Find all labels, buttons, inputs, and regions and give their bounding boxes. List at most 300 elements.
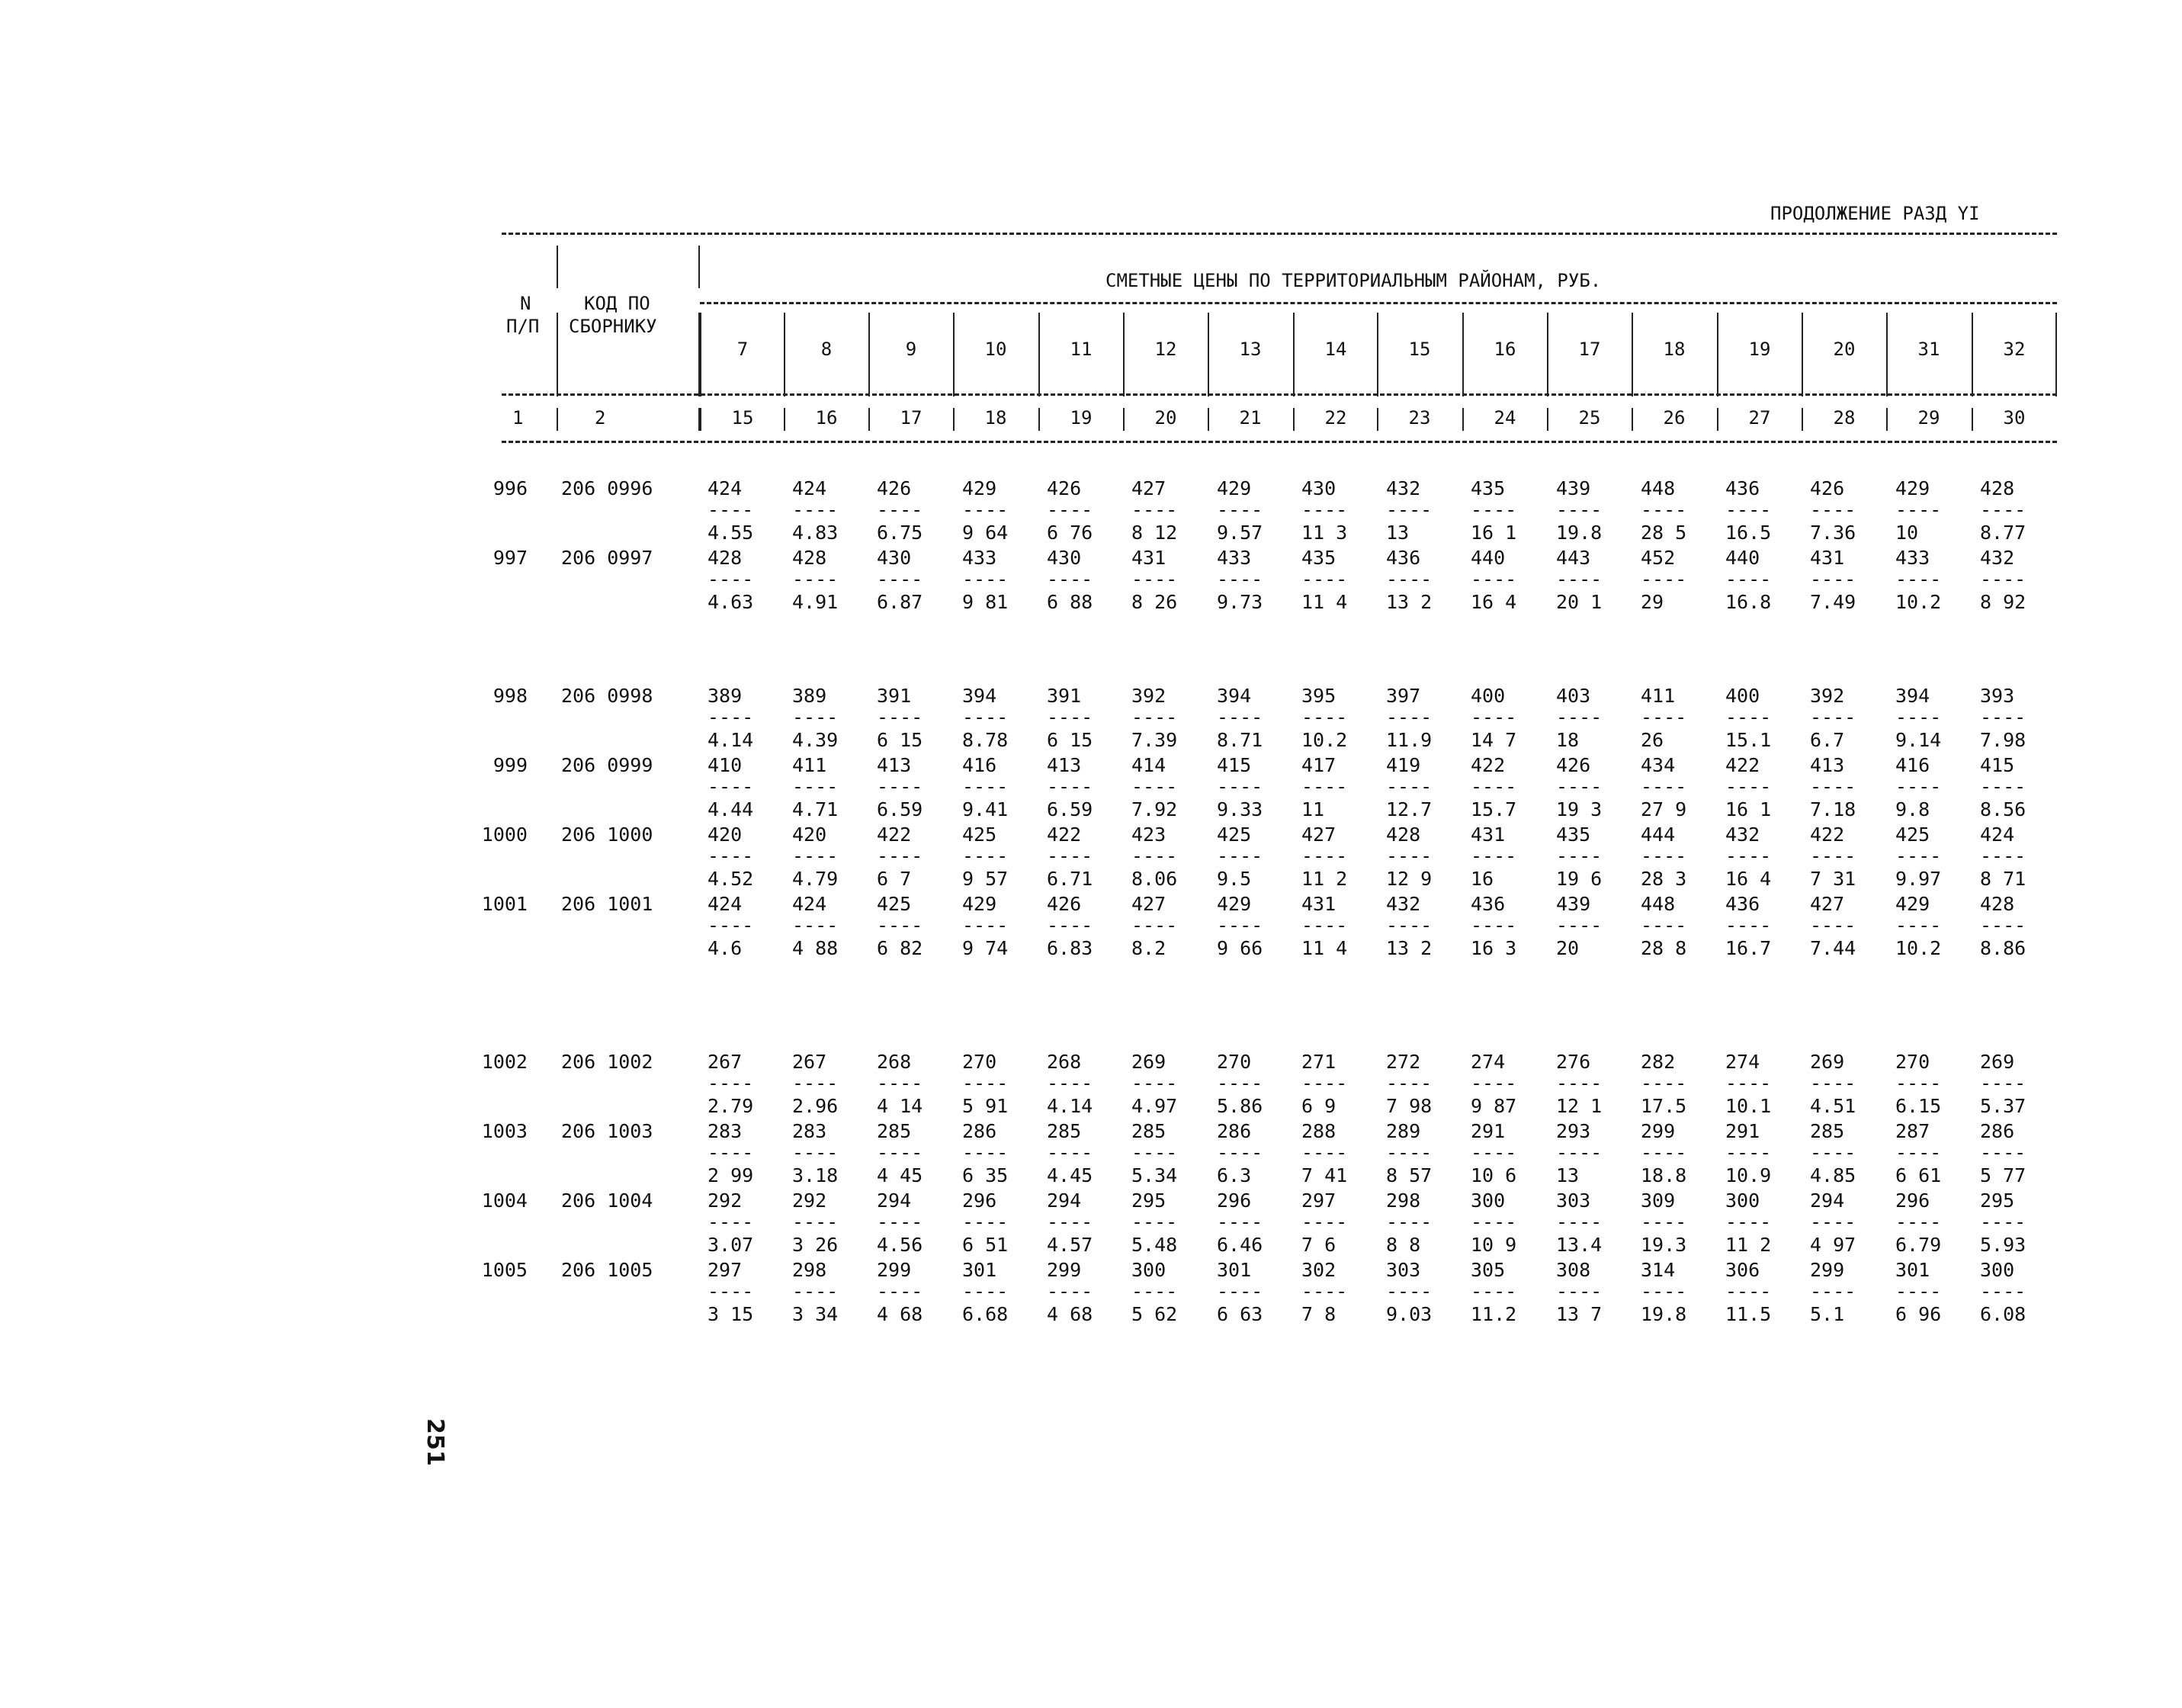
price-cell: 397 bbox=[1386, 685, 1421, 707]
col-divider bbox=[1802, 313, 1803, 396]
col-divider bbox=[1972, 313, 1973, 396]
district-number: 20 bbox=[1833, 339, 1856, 360]
fraction-rule: ---- bbox=[1047, 499, 1093, 521]
coefficient-cell: 13 2 bbox=[1386, 591, 1433, 613]
coefficient-cell: 28 8 bbox=[1641, 937, 1687, 959]
coefficient-cell: 4.45 bbox=[1047, 1164, 1093, 1186]
coefficient-cell: 4.6 bbox=[708, 937, 743, 959]
col-divider bbox=[868, 408, 870, 431]
district-number: 10 bbox=[984, 339, 1007, 360]
price-cell: 392 bbox=[1131, 685, 1166, 707]
col-num: 1 bbox=[512, 407, 524, 429]
fraction-rule: ---- bbox=[877, 775, 923, 798]
fraction-rule: ---- bbox=[1980, 568, 2026, 590]
price-cell: 391 bbox=[1047, 685, 1082, 707]
fraction-rule: ---- bbox=[1556, 706, 1603, 728]
price-cell: 283 bbox=[708, 1120, 743, 1142]
fraction-rule: ---- bbox=[792, 499, 839, 521]
row-code: 206 1005 bbox=[561, 1259, 653, 1281]
coefficient-cell: 4.91 bbox=[792, 591, 839, 613]
col-divider bbox=[1462, 313, 1464, 396]
fraction-rule: ---- bbox=[1725, 1141, 1772, 1164]
price-cell: 274 bbox=[1725, 1051, 1760, 1073]
fraction-rule: ---- bbox=[708, 845, 754, 867]
column-number: 16 bbox=[815, 407, 838, 429]
fraction-rule: ---- bbox=[1556, 845, 1603, 867]
coefficient-cell: 10.1 bbox=[1725, 1095, 1772, 1117]
coefficient-cell: 9 66 bbox=[1217, 937, 1263, 959]
coefficient-cell: 10 9 bbox=[1471, 1234, 1517, 1256]
fraction-rule: ---- bbox=[1725, 775, 1772, 798]
col-divider bbox=[1632, 408, 1633, 431]
price-cell: 424 bbox=[792, 893, 827, 915]
price-cell: 431 bbox=[1471, 824, 1506, 846]
fraction-rule: ---- bbox=[1810, 845, 1856, 867]
district-number: 14 bbox=[1324, 339, 1347, 360]
fraction-rule: ---- bbox=[708, 568, 754, 590]
coefficient-cell: 8 92 bbox=[1980, 591, 2026, 613]
coefficient-cell: 7.18 bbox=[1810, 798, 1856, 820]
col-divider bbox=[1972, 408, 1973, 431]
coefficient-cell: 6 88 bbox=[1047, 591, 1093, 613]
fraction-rule: ---- bbox=[792, 775, 839, 798]
fraction-rule: ---- bbox=[1895, 914, 1942, 936]
group-label: СМЕТНЫЕ ЦЕНЫ ПО ТЕРРИТОРИАЛЬНЫМ РАЙОНАМ, РУБ. bbox=[1105, 270, 1602, 291]
coefficient-cell: 7.92 bbox=[1131, 798, 1178, 820]
price-cell: 428 bbox=[708, 547, 743, 569]
price-cell: 440 bbox=[1471, 547, 1506, 569]
fraction-rule: ---- bbox=[1725, 706, 1772, 728]
coefficient-cell: 6 63 bbox=[1217, 1303, 1263, 1325]
district-number: 31 bbox=[1917, 339, 1940, 360]
coefficient-cell: 5.93 bbox=[1980, 1234, 2026, 1256]
coefficient-cell: 11 3 bbox=[1301, 522, 1348, 544]
page-number: 251 bbox=[422, 1418, 448, 1466]
fraction-rule: ---- bbox=[962, 1072, 1009, 1094]
price-cell: 282 bbox=[1641, 1051, 1676, 1073]
fraction-rule: ---- bbox=[1386, 1211, 1433, 1233]
price-cell: 429 bbox=[1217, 893, 1252, 915]
price-cell: 267 bbox=[792, 1051, 827, 1073]
district-number: 17 bbox=[1578, 339, 1601, 360]
price-cell: 425 bbox=[962, 824, 997, 846]
price-cell: 433 bbox=[1217, 547, 1252, 569]
price-cell: 429 bbox=[962, 477, 997, 499]
price-cell: 430 bbox=[1301, 477, 1336, 499]
coefficient-cell: 6.59 bbox=[1047, 798, 1093, 820]
fraction-rule: ---- bbox=[1810, 1141, 1856, 1164]
fraction-rule: ---- bbox=[708, 1072, 754, 1094]
price-cell: 283 bbox=[792, 1120, 827, 1142]
fraction-rule: ---- bbox=[1556, 914, 1603, 936]
fraction-rule: ---- bbox=[792, 1280, 839, 1302]
price-cell: 294 bbox=[1810, 1190, 1845, 1212]
price-cell: 296 bbox=[1217, 1190, 1252, 1212]
price-cell: 422 bbox=[1047, 824, 1082, 846]
column-number: 19 bbox=[1070, 407, 1093, 429]
coefficient-cell: 20 1 bbox=[1556, 591, 1603, 613]
fraction-rule: ---- bbox=[1471, 1211, 1517, 1233]
coefficient-cell: 4.57 bbox=[1047, 1234, 1093, 1256]
district-number: 8 bbox=[820, 339, 833, 360]
fraction-rule: ---- bbox=[1131, 1072, 1178, 1094]
price-cell: 425 bbox=[1217, 824, 1252, 846]
fraction-rule: ---- bbox=[1471, 499, 1517, 521]
coefficient-cell: 4 88 bbox=[792, 937, 839, 959]
fraction-rule: ---- bbox=[1641, 845, 1687, 867]
coefficient-cell: 12 1 bbox=[1556, 1095, 1603, 1117]
price-cell: 422 bbox=[877, 824, 912, 846]
fraction-rule: ---- bbox=[1301, 845, 1348, 867]
fraction-rule: ---- bbox=[1471, 775, 1517, 798]
coefficient-cell: 6 15 bbox=[877, 729, 923, 751]
coefficient-cell: 16.5 bbox=[1725, 522, 1772, 544]
price-cell: 411 bbox=[1641, 685, 1676, 707]
coefficient-cell: 4 68 bbox=[877, 1303, 923, 1325]
price-cell: 300 bbox=[1471, 1190, 1506, 1212]
fraction-rule: ---- bbox=[1556, 1072, 1603, 1094]
fraction-rule: ---- bbox=[1471, 1072, 1517, 1094]
price-cell: 413 bbox=[1810, 754, 1845, 776]
header-bottom-rule bbox=[502, 441, 2057, 443]
coefficient-cell: 16 3 bbox=[1471, 937, 1517, 959]
fraction-rule: ---- bbox=[1386, 568, 1433, 590]
fraction-rule: ---- bbox=[1895, 1072, 1942, 1094]
fraction-rule: ---- bbox=[1980, 706, 2026, 728]
price-cell: 314 bbox=[1641, 1259, 1676, 1281]
coefficient-cell: 4.71 bbox=[792, 798, 839, 820]
coefficient-cell: 11.9 bbox=[1386, 729, 1433, 751]
price-cell: 443 bbox=[1556, 547, 1591, 569]
price-cell: 393 bbox=[1980, 685, 2015, 707]
price-cell: 432 bbox=[1386, 477, 1421, 499]
price-cell: 426 bbox=[1047, 477, 1082, 499]
col-divider bbox=[1547, 313, 1548, 396]
coefficient-cell: 18.8 bbox=[1641, 1164, 1687, 1186]
col-divider bbox=[1293, 408, 1295, 431]
coefficient-cell: 4.51 bbox=[1810, 1095, 1856, 1117]
price-cell: 427 bbox=[1131, 477, 1166, 499]
coefficient-cell: 7 8 bbox=[1301, 1303, 1336, 1325]
col-divider bbox=[1547, 408, 1548, 431]
price-cell: 269 bbox=[1810, 1051, 1845, 1073]
price-cell: 296 bbox=[1895, 1190, 1930, 1212]
coefficient-cell: 4 68 bbox=[1047, 1303, 1093, 1325]
price-cell: 276 bbox=[1556, 1051, 1591, 1073]
fraction-rule: ---- bbox=[1556, 568, 1603, 590]
coefficient-cell: 12.7 bbox=[1386, 798, 1433, 820]
coefficient-cell: 13 7 bbox=[1556, 1303, 1603, 1325]
price-cell: 435 bbox=[1301, 547, 1336, 569]
fraction-rule: ---- bbox=[1301, 914, 1348, 936]
coefficient-cell: 10 6 bbox=[1471, 1164, 1517, 1186]
row-code: 206 0999 bbox=[561, 754, 653, 776]
price-cell: 297 bbox=[1301, 1190, 1336, 1212]
district-number: 13 bbox=[1239, 339, 1262, 360]
coefficient-cell: 5 62 bbox=[1131, 1303, 1178, 1325]
price-cell: 389 bbox=[708, 685, 743, 707]
price-cell: 389 bbox=[792, 685, 827, 707]
coefficient-cell: 15.7 bbox=[1471, 798, 1517, 820]
col-divider bbox=[1717, 408, 1718, 431]
row-number: 997 bbox=[493, 547, 528, 569]
price-cell: 452 bbox=[1641, 547, 1676, 569]
fraction-rule: ---- bbox=[962, 845, 1009, 867]
price-cell: 288 bbox=[1301, 1120, 1336, 1142]
coefficient-cell: 5.34 bbox=[1131, 1164, 1178, 1186]
coefficient-cell: 18 bbox=[1556, 729, 1580, 751]
coefficient-cell: 4.56 bbox=[877, 1234, 923, 1256]
fraction-rule: ---- bbox=[1217, 1072, 1263, 1094]
price-cell: 299 bbox=[1810, 1259, 1845, 1281]
fraction-rule: ---- bbox=[792, 1211, 839, 1233]
fraction-rule: ---- bbox=[1641, 1211, 1687, 1233]
district-number: 7 bbox=[736, 339, 749, 360]
fraction-rule: ---- bbox=[1810, 1280, 1856, 1302]
fraction-rule: ---- bbox=[1301, 775, 1348, 798]
coefficient-cell: 9.41 bbox=[962, 798, 1009, 820]
price-cell: 434 bbox=[1641, 754, 1676, 776]
row-code: 206 1002 bbox=[561, 1051, 653, 1073]
price-cell: 422 bbox=[1471, 754, 1506, 776]
price-cell: 267 bbox=[708, 1051, 743, 1073]
fraction-rule: ---- bbox=[1301, 1211, 1348, 1233]
price-cell: 285 bbox=[1047, 1120, 1082, 1142]
fraction-rule: ---- bbox=[1725, 1072, 1772, 1094]
row-code: 206 0996 bbox=[561, 477, 653, 499]
coefficient-cell: 10 bbox=[1895, 522, 1919, 544]
coefficient-cell: 9 81 bbox=[962, 591, 1009, 613]
coefficient-cell: 16 1 bbox=[1725, 798, 1772, 820]
fraction-rule: ---- bbox=[1047, 1280, 1093, 1302]
fraction-rule: ---- bbox=[1895, 845, 1942, 867]
coefficient-cell: 9 64 bbox=[962, 522, 1009, 544]
price-cell: 286 bbox=[1217, 1120, 1252, 1142]
fraction-rule: ---- bbox=[1641, 1141, 1687, 1164]
price-cell: 427 bbox=[1810, 893, 1845, 915]
row-number: 1005 bbox=[481, 1259, 528, 1281]
fraction-rule: ---- bbox=[877, 568, 923, 590]
fraction-rule: ---- bbox=[877, 499, 923, 521]
coefficient-cell: 7.39 bbox=[1131, 729, 1178, 751]
fraction-rule: ---- bbox=[1980, 1141, 2026, 1164]
fraction-rule: ---- bbox=[1895, 499, 1942, 521]
fraction-rule: ---- bbox=[1895, 706, 1942, 728]
price-cell: 426 bbox=[1810, 477, 1845, 499]
price-cell: 286 bbox=[1980, 1120, 2015, 1142]
coefficient-cell: 2.79 bbox=[708, 1095, 754, 1117]
price-cell: 428 bbox=[1386, 824, 1421, 846]
price-cell: 422 bbox=[1725, 754, 1760, 776]
col-divider bbox=[2055, 313, 2057, 396]
col-divider bbox=[1632, 313, 1633, 396]
price-cell: 268 bbox=[1047, 1051, 1082, 1073]
district-number: 32 bbox=[2003, 339, 2026, 360]
price-cell: 416 bbox=[1895, 754, 1930, 776]
fraction-rule: ---- bbox=[962, 1280, 1009, 1302]
coefficient-cell: 17.5 bbox=[1641, 1095, 1687, 1117]
fraction-rule: ---- bbox=[962, 499, 1009, 521]
fraction-rule: ---- bbox=[1980, 775, 2026, 798]
coefficient-cell: 15.1 bbox=[1725, 729, 1772, 751]
group-rule bbox=[700, 302, 2057, 304]
price-cell: 269 bbox=[1131, 1051, 1166, 1073]
price-cell: 431 bbox=[1131, 547, 1166, 569]
page-title: ПРОДОЛЖЕНИЕ РАЗД YI bbox=[1770, 203, 1980, 224]
coefficient-cell: 10.2 bbox=[1301, 729, 1348, 751]
col-num: 2 bbox=[595, 407, 606, 429]
code-label: КОД ПО bbox=[584, 293, 650, 314]
coefficient-cell: 19.3 bbox=[1641, 1234, 1687, 1256]
price-cell: 286 bbox=[962, 1120, 997, 1142]
coefficient-cell: 5.1 bbox=[1810, 1303, 1845, 1325]
coefficient-cell: 16 4 bbox=[1725, 868, 1772, 890]
row-code: 206 0998 bbox=[561, 685, 653, 707]
fraction-rule: ---- bbox=[1047, 1072, 1093, 1094]
column-number: 17 bbox=[900, 407, 923, 429]
fraction-rule: ---- bbox=[1131, 499, 1178, 521]
row-number: 999 bbox=[493, 754, 528, 776]
col-divider bbox=[557, 246, 558, 288]
coefficient-cell: 8.77 bbox=[1980, 522, 2026, 544]
district-number: 15 bbox=[1408, 339, 1431, 360]
coefficient-cell: 9.57 bbox=[1217, 522, 1263, 544]
fraction-rule: ---- bbox=[1131, 706, 1178, 728]
column-number: 25 bbox=[1578, 407, 1601, 429]
col-divider bbox=[700, 313, 701, 396]
coefficient-cell: 6.79 bbox=[1895, 1234, 1942, 1256]
row-number: 996 bbox=[493, 477, 528, 499]
col-divider bbox=[1293, 313, 1295, 396]
col-divider bbox=[953, 313, 955, 396]
price-cell: 424 bbox=[1980, 824, 2015, 846]
price-cell: 302 bbox=[1301, 1259, 1336, 1281]
coefficient-cell: 6 82 bbox=[877, 937, 923, 959]
table-top-rule bbox=[502, 233, 2057, 235]
price-cell: 436 bbox=[1725, 893, 1760, 915]
fraction-rule: ---- bbox=[1895, 775, 1942, 798]
coefficient-cell: 5 91 bbox=[962, 1095, 1009, 1117]
coefficient-cell: 9.33 bbox=[1217, 798, 1263, 820]
col-divider bbox=[1377, 313, 1378, 396]
price-cell: 423 bbox=[1131, 824, 1166, 846]
fraction-rule: ---- bbox=[1725, 568, 1772, 590]
price-cell: 391 bbox=[877, 685, 912, 707]
col-divider bbox=[557, 313, 558, 396]
fraction-rule: ---- bbox=[708, 499, 754, 521]
fraction-rule: ---- bbox=[1895, 1211, 1942, 1233]
fraction-rule: ---- bbox=[1386, 499, 1433, 521]
price-cell: 268 bbox=[877, 1051, 912, 1073]
coefficient-cell: 26 bbox=[1641, 729, 1664, 751]
price-cell: 414 bbox=[1131, 754, 1166, 776]
price-cell: 301 bbox=[962, 1259, 997, 1281]
col-divider bbox=[1462, 408, 1464, 431]
price-cell: 419 bbox=[1386, 754, 1421, 776]
coefficient-cell: 6 96 bbox=[1895, 1303, 1942, 1325]
fraction-rule: ---- bbox=[1980, 845, 2026, 867]
coefficient-cell: 3.07 bbox=[708, 1234, 754, 1256]
coefficient-cell: 6.83 bbox=[1047, 937, 1093, 959]
fraction-rule: ---- bbox=[1301, 1072, 1348, 1094]
coefficient-cell: 6 76 bbox=[1047, 522, 1093, 544]
fraction-rule: ---- bbox=[1980, 1072, 2026, 1094]
coefficient-cell: 8.2 bbox=[1131, 937, 1166, 959]
fraction-rule: ---- bbox=[1217, 1211, 1263, 1233]
coefficient-cell: 7 31 bbox=[1810, 868, 1856, 890]
fraction-rule: ---- bbox=[1131, 1211, 1178, 1233]
fraction-rule: ---- bbox=[962, 568, 1009, 590]
coefficient-cell: 4.14 bbox=[708, 729, 754, 751]
coefficient-cell: 6.68 bbox=[962, 1303, 1009, 1325]
coefficient-cell: 11.2 bbox=[1471, 1303, 1517, 1325]
coefficient-cell: 16 bbox=[1471, 868, 1494, 890]
col-divider bbox=[698, 246, 700, 288]
coefficient-cell: 28 3 bbox=[1641, 868, 1687, 890]
price-cell: 424 bbox=[792, 477, 827, 499]
price-cell: 295 bbox=[1131, 1190, 1166, 1212]
col-divider bbox=[1038, 313, 1040, 396]
coefficient-cell: 10.2 bbox=[1895, 937, 1942, 959]
price-cell: 295 bbox=[1980, 1190, 2015, 1212]
fraction-rule: ---- bbox=[1810, 1072, 1856, 1094]
coefficient-cell: 10.9 bbox=[1725, 1164, 1772, 1186]
price-cell: 269 bbox=[1980, 1051, 2015, 1073]
fraction-rule: ---- bbox=[1641, 914, 1687, 936]
fraction-rule: ---- bbox=[1301, 568, 1348, 590]
coefficient-cell: 19 3 bbox=[1556, 798, 1603, 820]
coefficient-cell: 8 26 bbox=[1131, 591, 1178, 613]
column-number: 30 bbox=[2003, 407, 2026, 429]
coefficient-cell: 11 2 bbox=[1301, 868, 1348, 890]
col-divider bbox=[557, 408, 558, 431]
fraction-rule: ---- bbox=[877, 706, 923, 728]
price-cell: 299 bbox=[1047, 1259, 1082, 1281]
price-cell: 427 bbox=[1131, 893, 1166, 915]
price-cell: 420 bbox=[792, 824, 827, 846]
coefficient-cell: 4 97 bbox=[1810, 1234, 1856, 1256]
price-cell: 392 bbox=[1810, 685, 1845, 707]
fraction-rule: ---- bbox=[1810, 568, 1856, 590]
fraction-rule: ---- bbox=[1047, 568, 1093, 590]
coefficient-cell: 11 4 bbox=[1301, 591, 1348, 613]
fraction-rule: ---- bbox=[877, 1141, 923, 1164]
coefficient-cell: 13 bbox=[1556, 1164, 1580, 1186]
fraction-rule: ---- bbox=[1725, 845, 1772, 867]
district-rule bbox=[502, 393, 2057, 396]
coefficient-cell: 7.44 bbox=[1810, 937, 1856, 959]
coefficient-cell: 7 6 bbox=[1301, 1234, 1336, 1256]
coefficient-cell: 9.8 bbox=[1895, 798, 1930, 820]
fraction-rule: ---- bbox=[1047, 845, 1093, 867]
column-number: 22 bbox=[1324, 407, 1347, 429]
price-cell: 431 bbox=[1810, 547, 1845, 569]
fraction-rule: ---- bbox=[1810, 706, 1856, 728]
np-label: П/П bbox=[506, 316, 540, 337]
coefficient-cell: 8 8 bbox=[1386, 1234, 1421, 1256]
row-number: 1001 bbox=[481, 893, 528, 915]
coefficient-cell: 6 15 bbox=[1047, 729, 1093, 751]
coefficient-cell: 11 bbox=[1301, 798, 1325, 820]
price-cell: 415 bbox=[1980, 754, 2015, 776]
fraction-rule: ---- bbox=[1131, 1280, 1178, 1302]
price-cell: 435 bbox=[1556, 824, 1591, 846]
price-cell: 291 bbox=[1471, 1120, 1506, 1142]
price-cell: 415 bbox=[1217, 754, 1252, 776]
price-cell: 299 bbox=[1641, 1120, 1676, 1142]
fraction-rule: ---- bbox=[962, 1211, 1009, 1233]
coefficient-cell: 6 61 bbox=[1895, 1164, 1942, 1186]
